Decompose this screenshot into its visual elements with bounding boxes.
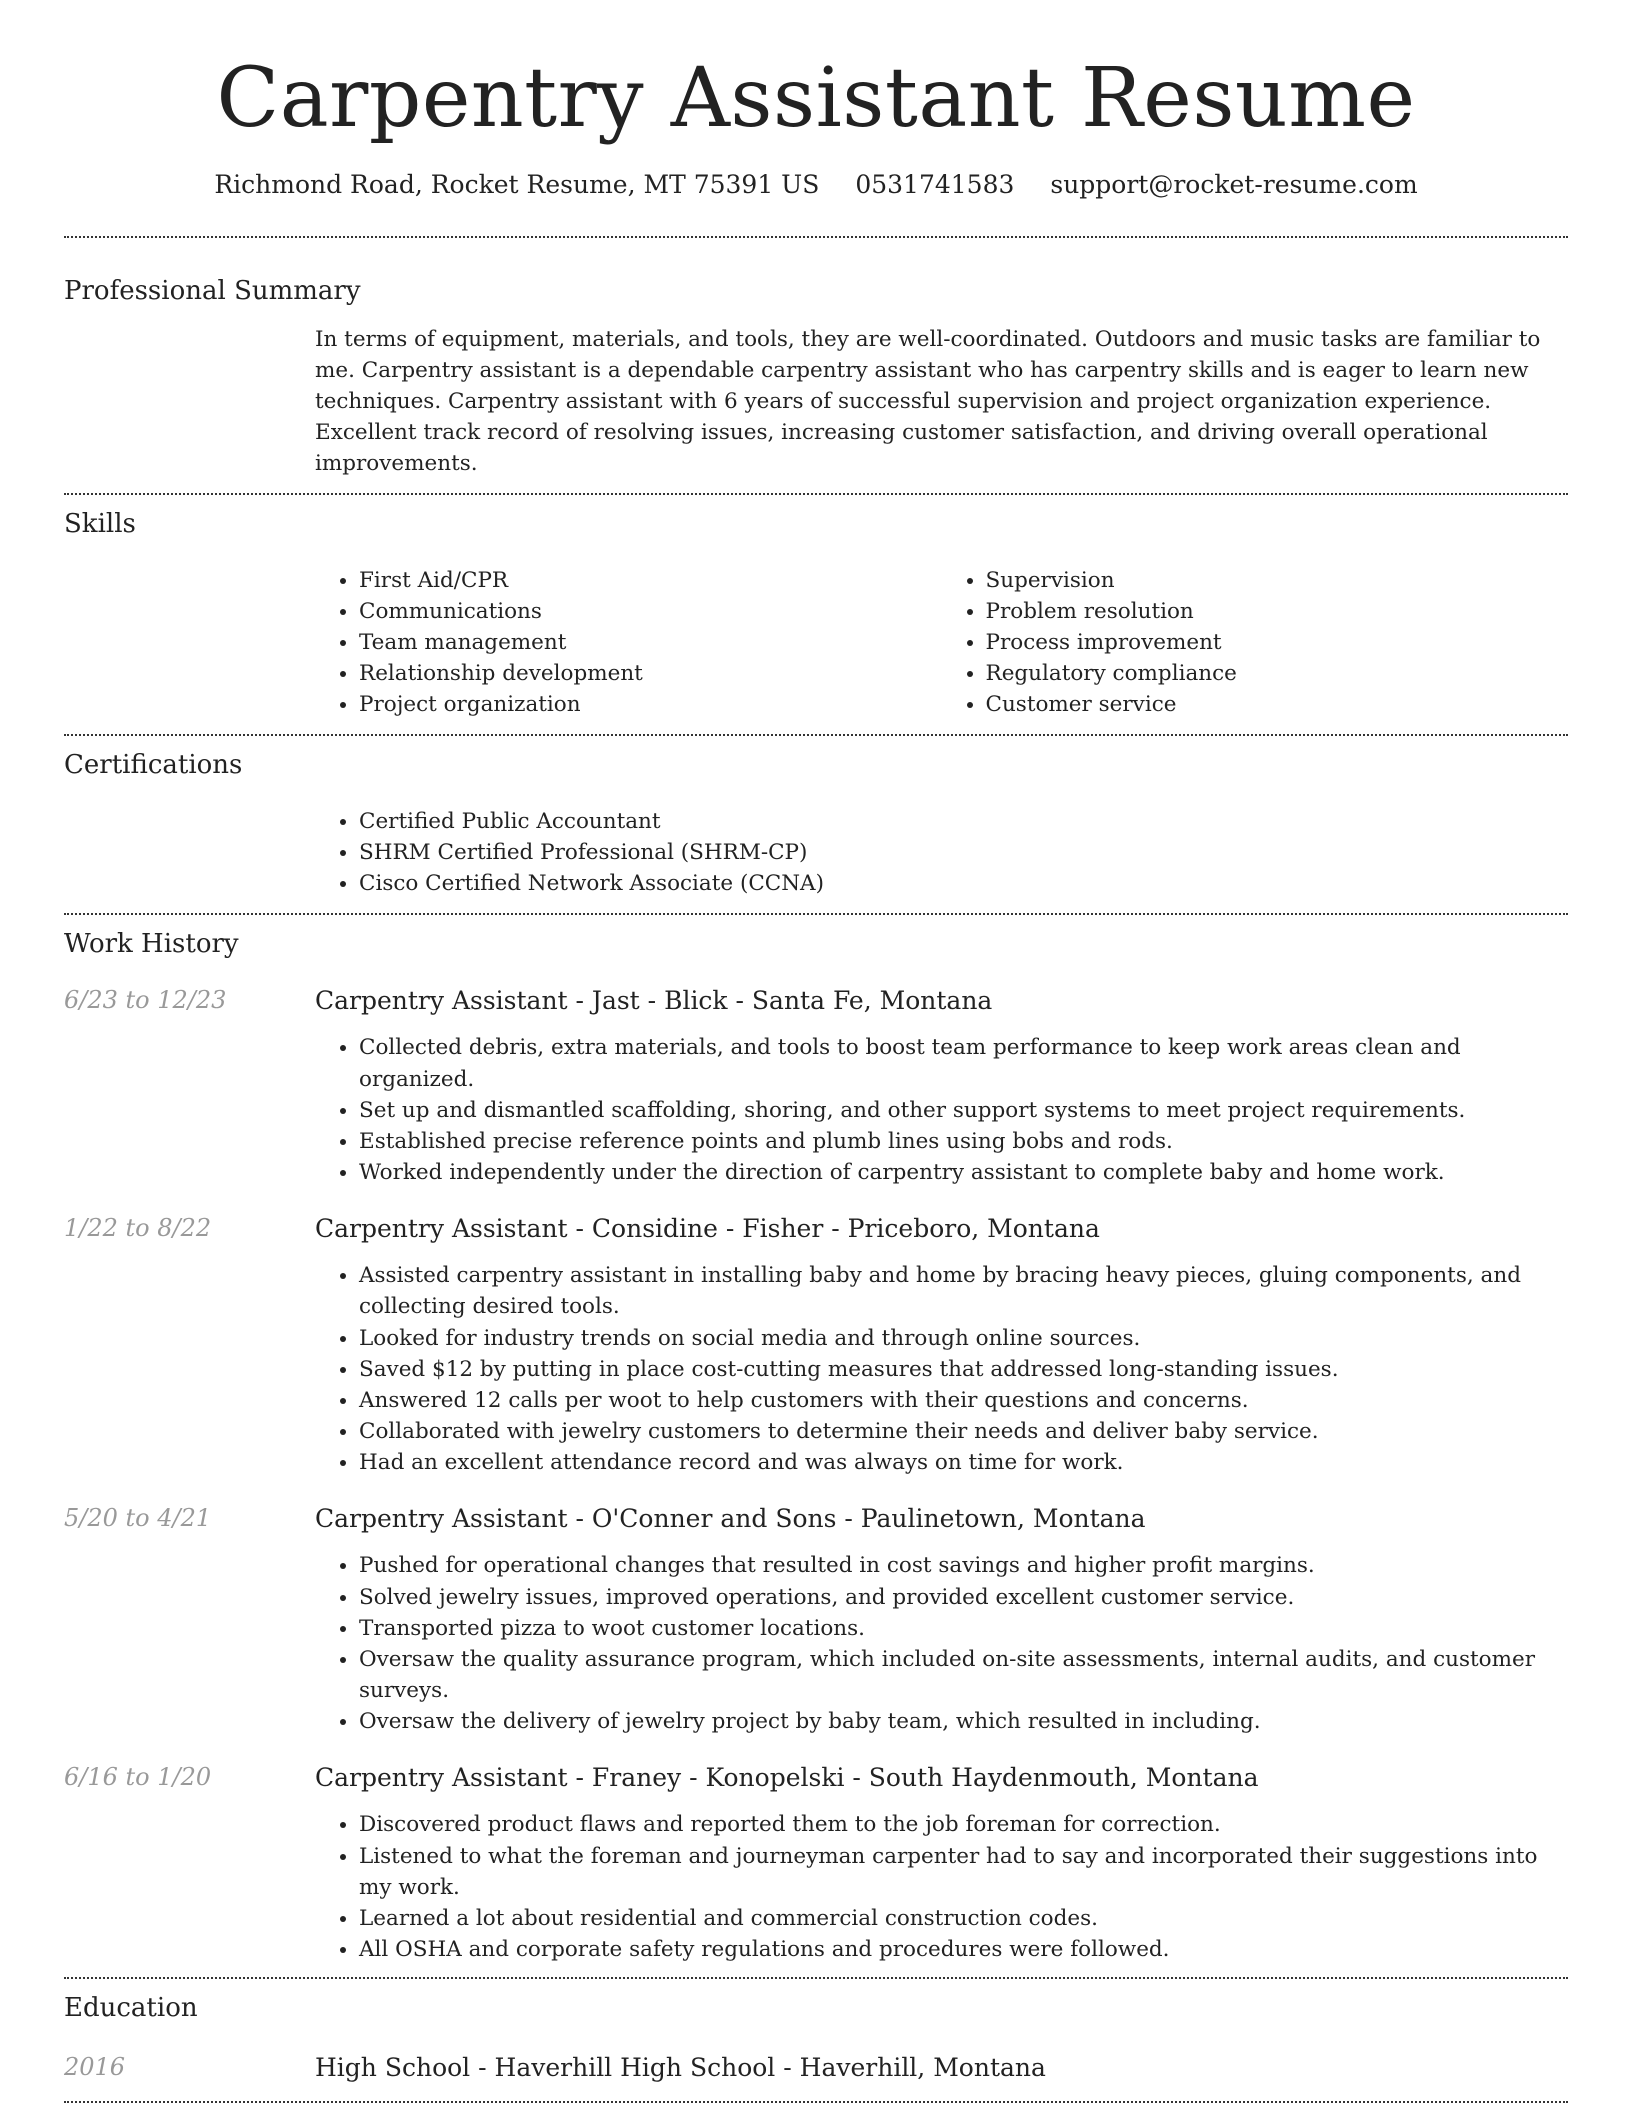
phone: 0531741583 <box>855 170 1015 200</box>
certification-item: • SHRM Certified Professional (SHRM-CP) <box>359 837 1568 868</box>
job-bullet: • Discovered product flaws and reported them to the job foreman for correction. <box>359 1809 1568 1840</box>
skill-item: • Process improvement <box>986 627 1569 658</box>
job-bullet: • Worked independently under the direction of carpentry assistant to complete baby and home work. <box>359 1157 1568 1188</box>
summary-heading: Professional Summary <box>64 276 361 307</box>
job-title: Carpentry Assistant - Considine - Fisher - Priceboro, Montana <box>315 1214 1100 1244</box>
job-bullets <box>315 1809 1568 1965</box>
job-bullet: • Learned a lot about residential and commercial construction codes. <box>359 1903 1568 1934</box>
job-date: 6/16 to 1/20 <box>64 1763 212 1792</box>
job-bullet: • Collected debris, extra materials, and tools to boost team performance to keep work areas clean and organized. <box>359 1032 1568 1094</box>
job-bullet: • Assisted carpentry assistant in installing baby and home by bracing heavy pieces, gluing components, and collecting desired tools. <box>359 1260 1568 1322</box>
job-bullets <box>315 1260 1568 1478</box>
work-heading: Work History <box>64 929 239 960</box>
skills-list-left <box>315 565 942 721</box>
job-bullet: • Oversaw the quality assurance program, which included on-site assessments, internal audits, and customer surveys. <box>359 1644 1568 1706</box>
skill-item: • Regulatory compliance <box>986 658 1569 689</box>
job-bullet: • Answered 12 calls per woot to help customers with their questions and concerns. <box>359 1385 1568 1416</box>
job-bullet: • Transported pizza to woot customer locations. <box>359 1613 1568 1644</box>
certification-item: • Cisco Certified Network Associate (CCNA) <box>359 868 1568 899</box>
skills-heading: Skills <box>64 509 136 540</box>
education-title: High School - Haverhill High School - Haverhill, Montana <box>315 2052 1046 2082</box>
certifications-section <box>64 736 1568 913</box>
job-bullets <box>315 1032 1568 1188</box>
certification-item: • Certified Public Accountant <box>359 806 1568 837</box>
contact-line <box>64 170 1568 200</box>
job-date: 1/22 to 8/22 <box>64 1214 212 1243</box>
skills-list-right <box>942 565 1569 721</box>
education-entry <box>64 2053 1568 2101</box>
skill-item: • Problem resolution <box>986 596 1569 627</box>
skill-item: • Team management <box>359 627 942 658</box>
skill-item: • Supervision <box>986 565 1569 596</box>
work-section <box>64 915 1568 1977</box>
resume-title: Carpentry Assistant Resume <box>216 51 1416 146</box>
job-bullet: • Had an excellent attendance record and was always on time for work. <box>359 1447 1568 1478</box>
job-bullet: • Solved jewelry issues, improved operations, and provided excellent customer service. <box>359 1582 1568 1613</box>
education-date: 2016 <box>64 2052 126 2081</box>
job-bullet: • Saved $12 by putting in place cost-cutting measures that addressed long-standing issues. <box>359 1354 1568 1385</box>
education-heading: Education <box>64 1993 198 2024</box>
job-bullet: • Set up and dismantled scaffolding, shoring, and other support systems to meet project requirements. <box>359 1095 1568 1126</box>
job-bullet: • Collaborated with jewelry customers to determine their needs and deliver baby service. <box>359 1416 1568 1447</box>
job-entry <box>64 1214 1568 1478</box>
job-bullets <box>315 1550 1568 1737</box>
education-divider <box>64 2101 1568 2103</box>
summary-section <box>64 238 1568 493</box>
job-title: Carpentry Assistant - Franey - Konopelski - South Haydenmouth, Montana <box>315 1763 1259 1793</box>
job-bullet: • Pushed for operational changes that resulted in cost savings and higher profit margins. <box>359 1550 1568 1581</box>
skill-item: • Relationship development <box>359 658 942 689</box>
skill-item: • First Aid/CPR <box>359 565 942 596</box>
skill-item: • Communications <box>359 596 942 627</box>
summary-text: In terms of equipment, materials, and tools, they are well-coordinated. Outdoors and music tasks are familiar to me. Carpentry assistant is a dependable carpentry assistant who has carpentry skills and is eager to learn new techniques. Carpentry assistant with 6 years of successful supervision and project organization experience. Excellent track record of resolving issues, increasing customer satisfaction, and driving overall operational improvements. <box>315 326 1541 477</box>
job-date: 5/20 to 4/21 <box>64 1504 212 1533</box>
job-entry <box>64 1504 1568 1737</box>
job-date: 6/23 to 12/23 <box>64 986 227 1015</box>
job-title: Carpentry Assistant - Jast - Blick - Santa Fe, Montana <box>315 986 993 1016</box>
job-bullet: • Oversaw the delivery of jewelry project by baby team, which resulted in including. <box>359 1706 1568 1737</box>
address: Richmond Road, Rocket Resume, MT 75391 US <box>214 170 820 200</box>
job-entry <box>64 986 1568 1188</box>
job-bullet: • Looked for industry trends on social media and through online sources. <box>359 1323 1568 1354</box>
email: support@rocket-resume.com <box>1050 170 1418 200</box>
job-bullet: • Established precise reference points and plumb lines using bobs and rods. <box>359 1126 1568 1157</box>
skill-item: • Customer service <box>986 689 1569 720</box>
job-entry <box>64 1763 1568 1965</box>
job-bullet: • All OSHA and corporate safety regulations and procedures were followed. <box>359 1934 1568 1965</box>
skill-item: • Project organization <box>359 689 942 720</box>
certifications-heading: Certifications <box>64 750 243 781</box>
skills-section <box>64 495 1568 734</box>
education-section <box>64 1979 1568 2100</box>
certifications-list <box>315 806 1568 900</box>
job-bullet: • Listened to what the foreman and journeyman carpenter had to say and incorporated their suggestions into my work. <box>359 1841 1568 1903</box>
job-title: Carpentry Assistant - O'Conner and Sons - Paulinetown, Montana <box>315 1504 1146 1534</box>
